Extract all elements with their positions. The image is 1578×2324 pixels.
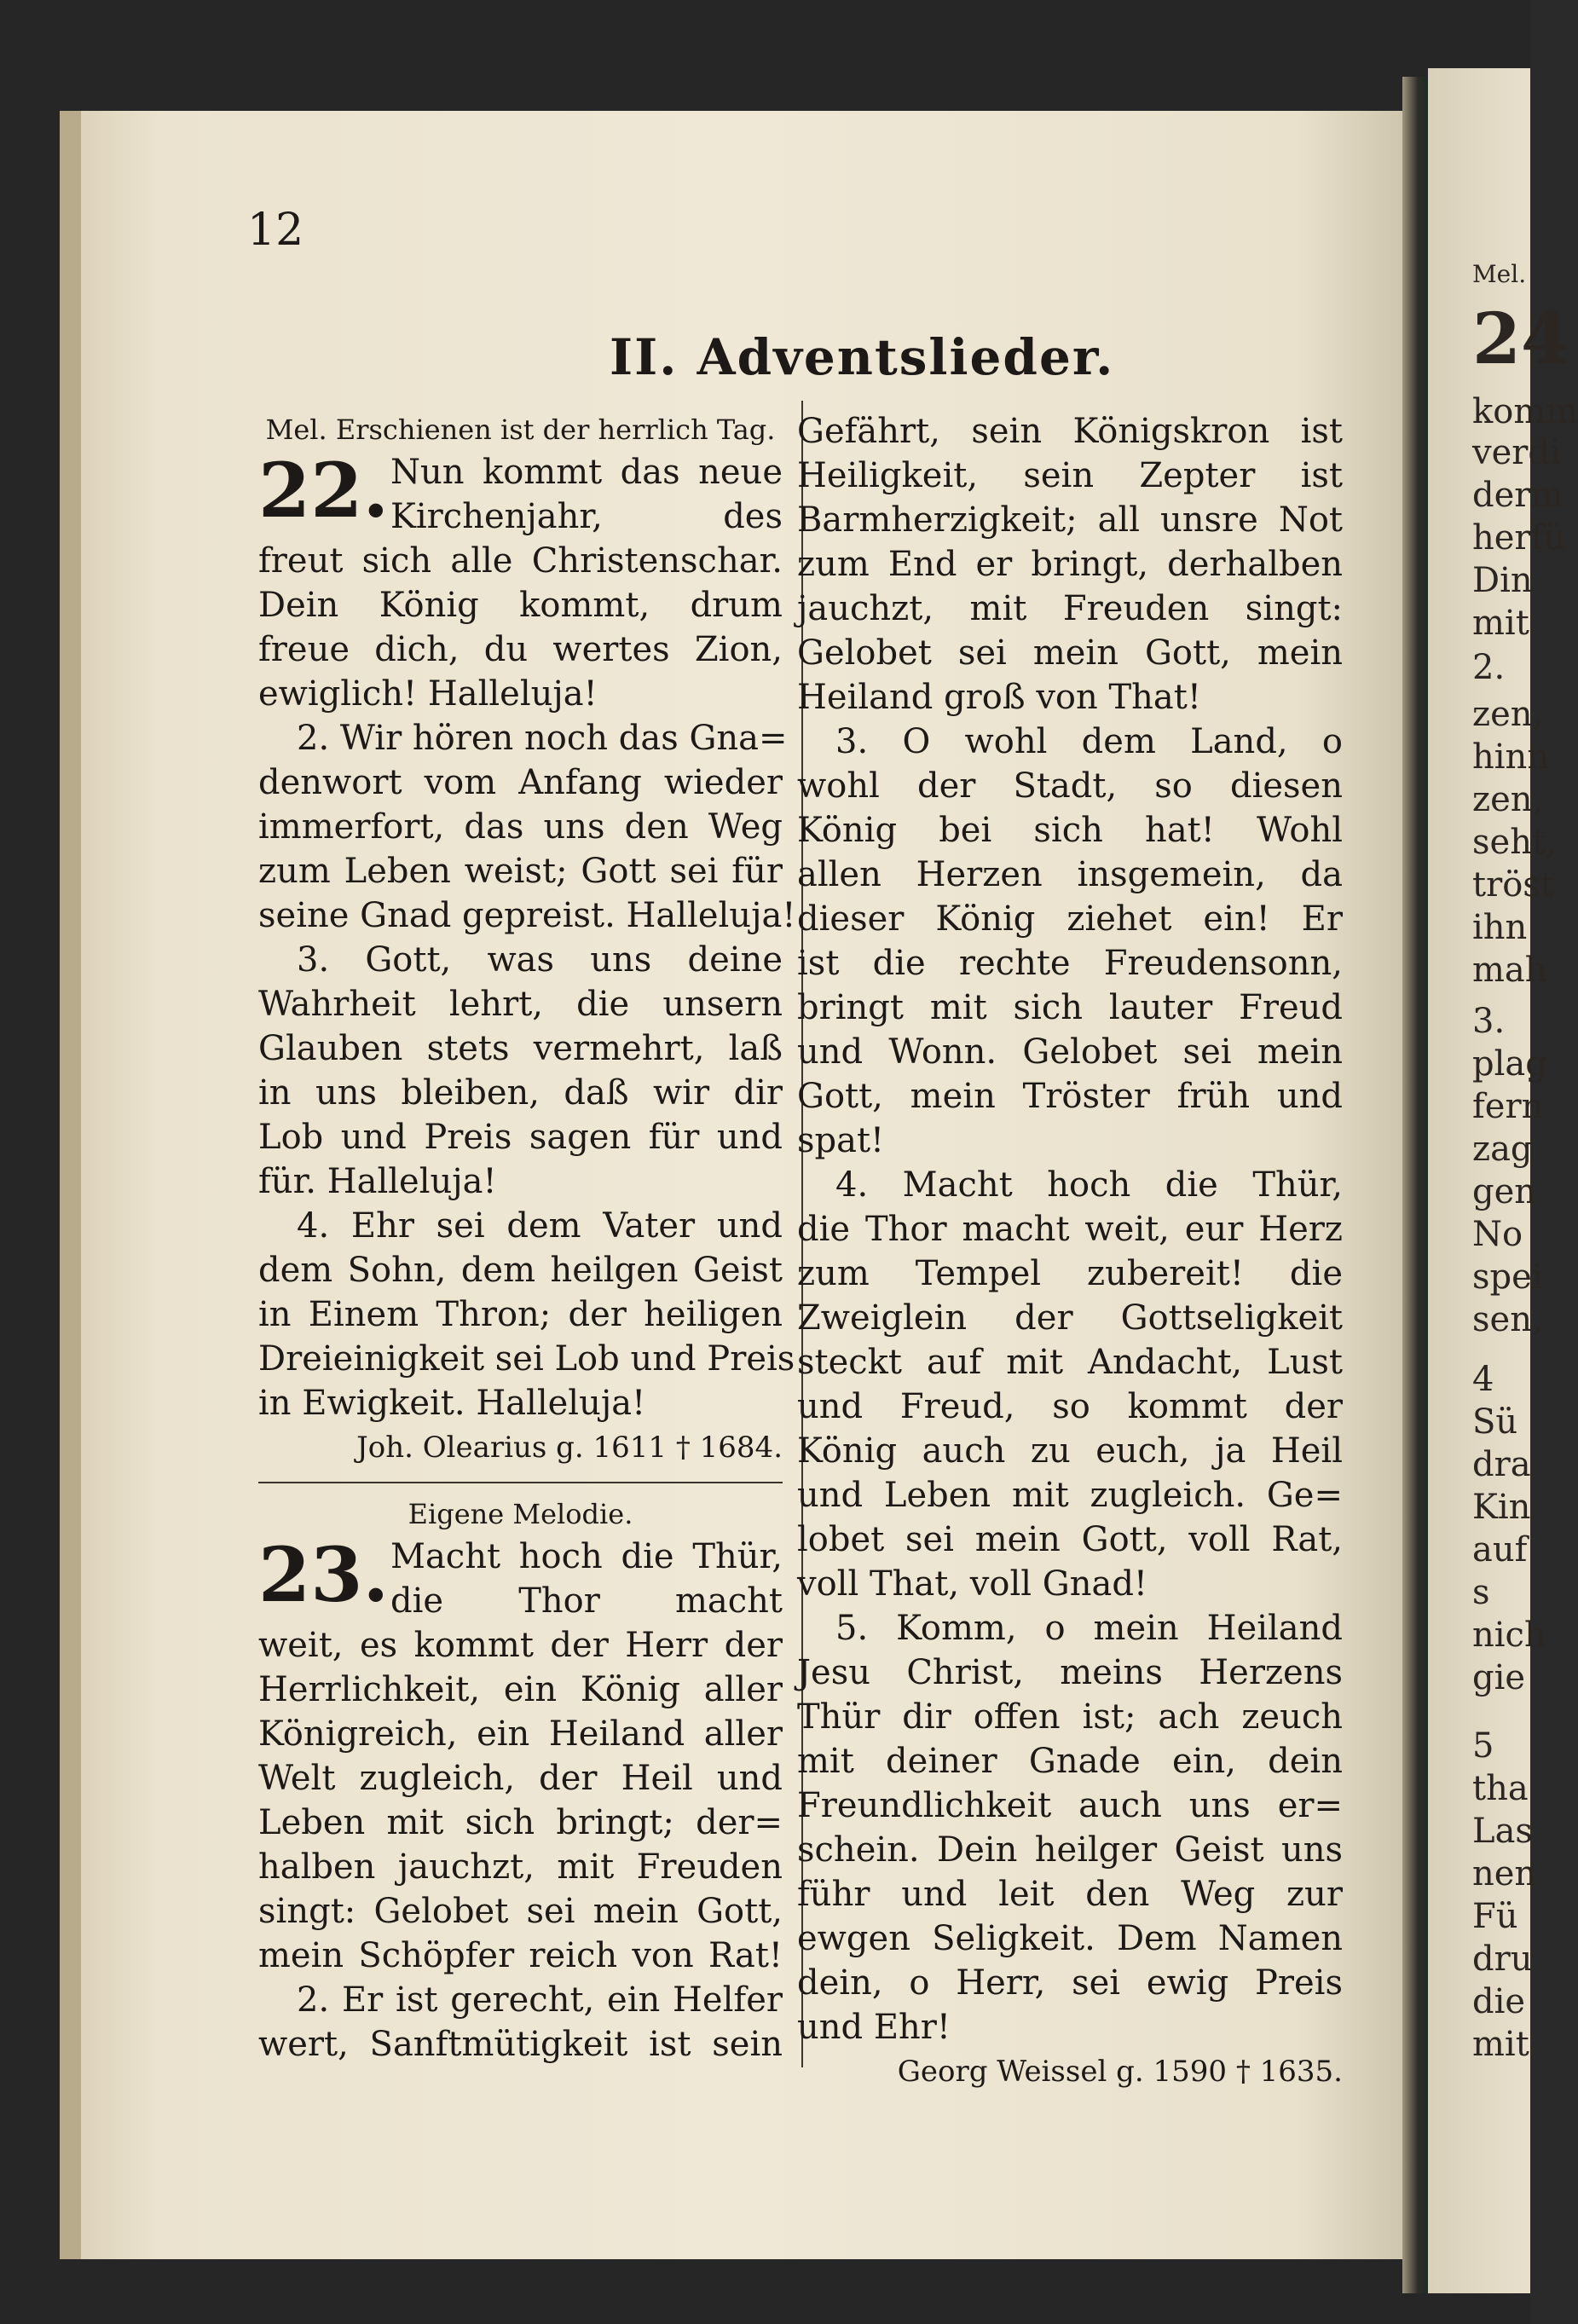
next-page-text: seht, — [1472, 823, 1557, 862]
next-page-text: dru — [1472, 1940, 1533, 1979]
text-line: Zweiglein der Gottseligkeit — [797, 1298, 1343, 1338]
next-page-text: verdi — [1472, 433, 1561, 472]
hymn-heading — [258, 1530, 783, 1623]
next-page-text: Kin — [1472, 1488, 1531, 1527]
next-page-text: dra — [1472, 1445, 1531, 1484]
book-gutter — [1402, 77, 1428, 2293]
text-line: Dreieinigkeit sei Lob und Preis — [258, 1339, 795, 1379]
hymn-number: 23. — [258, 1530, 390, 1619]
text-line: ewiglich! Halleluja! — [258, 674, 598, 714]
text-line: freut sich alle Christenschar. — [258, 541, 783, 581]
text-line: Jesu Christ, meins Herzens — [797, 1653, 1343, 1692]
text-line: Wahrheit lehrt, die unsern — [258, 985, 783, 1024]
text-line: voll That, voll Gnad! — [797, 1564, 1147, 1604]
next-page-text: 4 — [1472, 1360, 1494, 1399]
text-line: Gelobet sei mein Gott, mein — [797, 633, 1343, 673]
next-page-text: nich — [1472, 1616, 1546, 1655]
next-page-text: nen — [1472, 1854, 1537, 1893]
text-line: in Ewigkeit. Halleluja! — [258, 1384, 646, 1423]
text-line: die Thor macht weit, eur Herz — [797, 1210, 1343, 1249]
next-page-text: fern — [1472, 1087, 1544, 1126]
text-line: in Einem Thron; der heiligen — [258, 1295, 783, 1334]
text-line: zum End er bringt, derhalben — [797, 545, 1343, 584]
text-line: jauchzt, mit Freuden singt: — [797, 589, 1343, 628]
text-line: Glauben stets vermehrt, laß — [258, 1029, 783, 1068]
text-line: Herrlichkeit, ein König aller — [258, 1670, 783, 1709]
text-line: für. Halleluja! — [258, 1162, 497, 1201]
text-line: zum Tempel zubereit! die — [797, 1254, 1343, 1293]
text-line: immerfort, das uns den Weg — [258, 807, 783, 847]
section-title: II. Adventslieder. — [610, 328, 1115, 386]
text-line: weit, es kommt der Herr der — [258, 1626, 783, 1665]
text-line: schein. Dein heilger Geist uns — [797, 1830, 1343, 1870]
next-page-text: tha — [1472, 1769, 1529, 1808]
text-line: steckt auf mit Andacht, Lust — [797, 1343, 1343, 1382]
text-line: mein Schöpfer reich von Rat! — [258, 1936, 783, 1975]
hymn-author: Joh. Olearius g. 1611 † 1684. — [356, 1431, 783, 1465]
next-page-text: mit — [1472, 604, 1529, 643]
hymn-text — [797, 409, 1343, 2049]
next-page-text: s — [1472, 1573, 1490, 1612]
next-page-text: spei — [1472, 1257, 1543, 1297]
hymn-text — [258, 539, 796, 1425]
text-line: Lob und Preis sagen für und — [258, 1118, 783, 1157]
text-line: wert, Sanftmütigkeit ist sein — [258, 2025, 783, 2064]
text-line: Barmherzigkeit; all unsre Not — [797, 500, 1343, 540]
text-line: König auch zu euch, ja Heil — [797, 1431, 1343, 1471]
next-page-text: Din — [1472, 561, 1533, 600]
text-line: in uns bleiben, daß wir dir — [258, 1073, 783, 1113]
text-line: Nun kommt das neue — [390, 453, 783, 492]
hymn-first-lines — [390, 1535, 783, 1623]
text-line: Dein König kommt, drum — [258, 586, 783, 625]
text-line: 4. Macht hoch die Thür, — [835, 1165, 1343, 1205]
hymn-heading — [258, 446, 783, 539]
text-line: seine Gnad gepreist. Halleluja! — [258, 896, 796, 935]
hymn-number: 22. — [258, 446, 390, 535]
next-page-text: zag — [1472, 1130, 1533, 1169]
next-page-text: plag — [1472, 1044, 1547, 1084]
next-page-text: 24 — [1472, 298, 1570, 380]
text-line: Freundlichkeit auch uns er= — [797, 1786, 1343, 1825]
text-line: Königreich, ein Heiland aller — [258, 1714, 783, 1754]
text-line: die Thor macht — [390, 1581, 783, 1621]
next-page-text: sen, — [1472, 1300, 1543, 1339]
text-line: wohl der Stadt, so diesen — [797, 766, 1343, 806]
hymn-text — [258, 1623, 783, 2067]
text-line: allen Herzen insgemein, da — [797, 855, 1343, 894]
text-line: Heiland groß von That! — [797, 678, 1201, 717]
next-page-text: 5 — [1472, 1726, 1494, 1766]
text-line: spat! — [797, 1121, 885, 1160]
left-column — [258, 409, 796, 2067]
text-line: Leben mit sich bringt; der= — [258, 1803, 783, 1842]
text-line: 2. Wir hören noch das Gna= — [297, 719, 788, 758]
text-line: führ und leit den Weg zur — [797, 1875, 1343, 1914]
text-line: König bei sich hat! Wohl — [797, 811, 1343, 850]
next-page-text: Mel. — [1472, 260, 1527, 288]
next-page-text: derm — [1472, 476, 1564, 515]
text-line: Gefährt, sein Königskron ist — [797, 412, 1343, 451]
text-line: ewgen Seligkeit. Dem Namen — [797, 1919, 1343, 1958]
next-page-text: 2. — [1472, 648, 1506, 687]
next-page-text: auf — [1472, 1530, 1528, 1570]
next-page-text: komm — [1472, 392, 1578, 431]
text-line: lobet sei mein Gott, voll Rat, — [797, 1520, 1343, 1559]
next-page-text: die — [1472, 1982, 1526, 2021]
next-page-text: 3. — [1472, 1002, 1506, 1041]
hymn-separator — [258, 1482, 783, 1483]
next-page-text: mit — [1472, 2025, 1529, 2064]
text-line: singt: Gelobet sei mein Gott, — [258, 1892, 783, 1931]
text-line: zum Leben weist; Gott sei für — [258, 852, 783, 891]
text-line: und Wonn. Gelobet sei mein — [797, 1032, 1343, 1072]
next-page-text: mah — [1472, 951, 1547, 990]
melody-line: Mel. Erschienen ist der herrlich Tag. — [265, 413, 776, 446]
text-line: freue dich, du wertes Zion, — [258, 630, 783, 669]
text-line: und Freud, so kommt der — [797, 1387, 1343, 1426]
next-page-text: gen — [1472, 1172, 1537, 1211]
right-column — [797, 409, 1343, 2094]
next-page-edge — [1428, 68, 1578, 2293]
next-page-text: zen, — [1472, 780, 1544, 819]
text-line: Gott, mein Tröster früh und — [797, 1077, 1343, 1116]
next-page-text: Las — [1472, 1812, 1533, 1851]
next-page-text: hinn — [1472, 737, 1550, 777]
next-page-text: tröst — [1472, 865, 1554, 905]
text-line: dein, o Herr, sei ewig Preis — [797, 1963, 1343, 2003]
text-line: dieser König ziehet ein! Er — [797, 899, 1343, 939]
text-line: 4. Ehr sei dem Vater und — [297, 1206, 783, 1246]
text-line: mit deiner Gnade ein, dein — [797, 1742, 1343, 1781]
text-line: Welt zugleich, der Heil und — [258, 1759, 783, 1798]
text-line: und Ehr! — [797, 2008, 951, 2047]
hymn-author: Georg Weissel g. 1590 † 1635. — [897, 2055, 1343, 2089]
next-page-text: Sü — [1472, 1402, 1518, 1442]
text-line: und Leben mit zugleich. Ge= — [797, 1476, 1343, 1515]
next-page-text: zen, — [1472, 695, 1544, 734]
melody-line: Eigene Melodie. — [408, 1498, 633, 1530]
text-line: halben jauchzt, mit Freuden — [258, 1847, 783, 1887]
text-line: ist die rechte Freudensonn, — [797, 944, 1343, 983]
text-line: 5. Komm, o mein Heiland — [835, 1609, 1343, 1648]
hymn-first-lines — [390, 450, 783, 539]
text-line: 3. Gott, was uns deine — [297, 940, 783, 980]
page-number: 12 — [247, 205, 304, 256]
text-line: 2. Er ist gerecht, ein Helfer — [297, 1980, 783, 2020]
next-page-text: No — [1472, 1215, 1523, 1254]
text-line: 3. O wohl dem Land, o — [835, 722, 1343, 761]
text-line: Kirchenjahr, des — [390, 497, 783, 536]
text-line: dem Sohn, dem heilgen Geist — [258, 1251, 783, 1290]
text-line: Macht hoch die Thür, — [390, 1537, 783, 1576]
text-line: Thür dir offen ist; ach zeuch — [797, 1697, 1343, 1737]
next-page-text: gie — [1472, 1658, 1526, 1697]
text-line: denwort vom Anfang wieder — [258, 763, 783, 802]
text-line: bringt mit sich lauter Freud — [797, 988, 1343, 1027]
next-page-text: ihn — [1472, 908, 1528, 947]
next-page-text: Fü — [1472, 1897, 1518, 1936]
next-page-text: herfü — [1472, 518, 1566, 558]
text-line: Heiligkeit, sein Zepter ist — [797, 456, 1343, 495]
